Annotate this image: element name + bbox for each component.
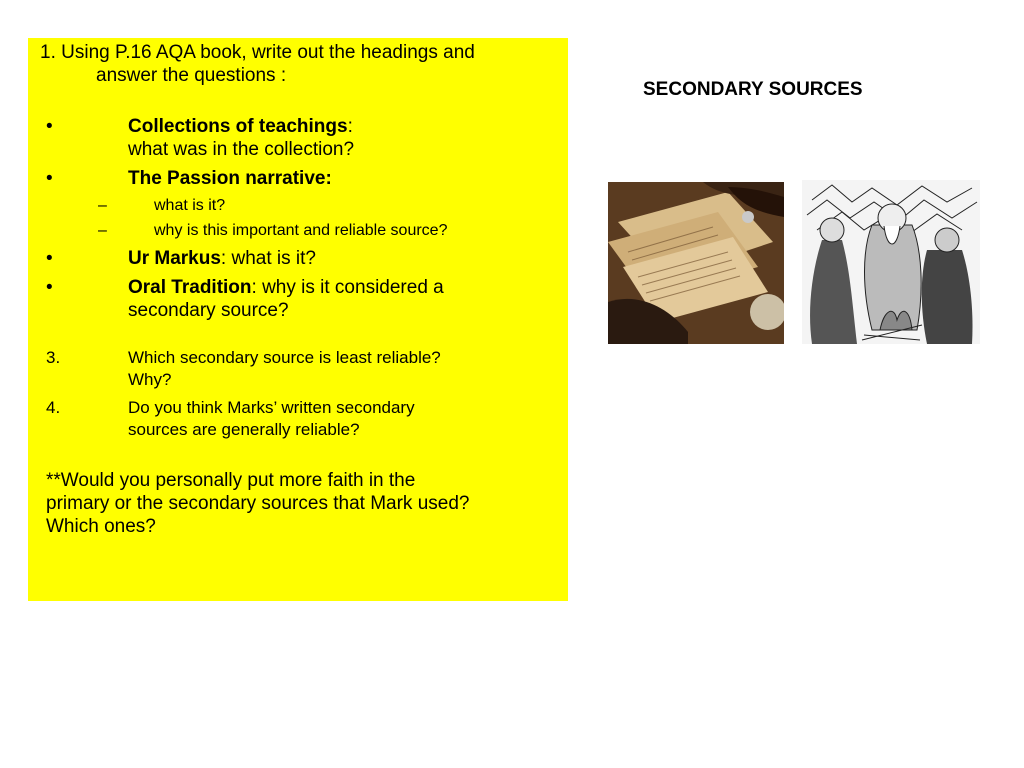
slide-title: SECONDARY SOURCES xyxy=(643,79,863,100)
manuscript-photo-art xyxy=(608,182,784,344)
manuscript-papers-in-hands-photo xyxy=(608,182,784,344)
item1-line2: answer the questions : xyxy=(96,65,287,86)
elders-gathered-around-fire-illustration xyxy=(802,180,980,344)
bullet-marker: • xyxy=(46,248,53,269)
bullet-oral-tradition xyxy=(128,277,444,299)
ur-markus-question: : what is it? xyxy=(220,248,316,269)
bullet-ur-markus xyxy=(128,248,316,270)
questions-panel xyxy=(28,38,568,601)
illustration-art xyxy=(802,180,980,344)
ur-markus-heading: Ur Markus xyxy=(128,248,221,269)
oral-tradition-heading: Oral Tradition xyxy=(128,277,252,298)
oral-tradition-question: : why is it considered a xyxy=(251,277,444,298)
question4-line2: sources are generally reliable? xyxy=(128,420,360,439)
question-number: 4. xyxy=(46,398,61,417)
passion-sub1: what is it? xyxy=(154,197,226,214)
oral-tradition-line2: secondary source? xyxy=(128,300,289,321)
final-question-line1: **Would you personally put more faith in the xyxy=(46,470,416,491)
final-question-line2: primary or the secondary sources that Mark used? xyxy=(46,493,470,514)
passion-heading: The Passion narrative: xyxy=(128,168,332,189)
dash-marker: – xyxy=(98,222,107,239)
question3-line1: Which secondary source is least reliable? xyxy=(128,348,441,367)
bullet-marker: • xyxy=(46,168,53,189)
dash-marker: – xyxy=(98,197,107,214)
bullet-collections xyxy=(128,116,353,138)
question4-line1: Do you think Marks’ written secondary xyxy=(128,398,415,417)
bullet-marker: • xyxy=(46,277,53,298)
bullet-marker: • xyxy=(46,116,53,137)
question3-line2: Why? xyxy=(128,370,172,389)
question-number: 3. xyxy=(46,348,61,367)
collections-heading: Collections of teachings xyxy=(128,116,348,137)
passion-sub2: why is this important and reliable source? xyxy=(154,222,448,239)
collections-question: what was in the collection? xyxy=(128,139,355,160)
collections-colon: : xyxy=(347,116,353,137)
item1-line1: 1. Using P.16 AQA book, write out the headings and xyxy=(40,42,475,63)
final-question-line3: Which ones? xyxy=(46,516,156,537)
